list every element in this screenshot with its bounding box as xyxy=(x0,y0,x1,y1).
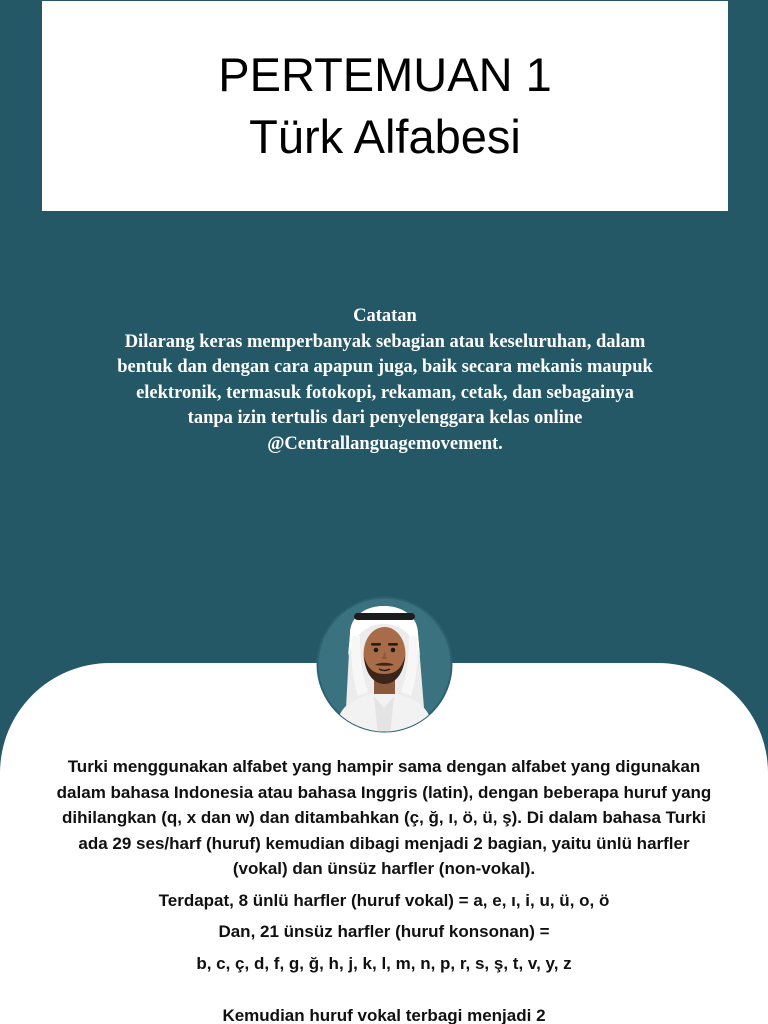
note-line: Dilarang keras memperbanyak sebagian atau keseluruhan, dalam xyxy=(124,331,646,352)
alphabet-explanation xyxy=(20,754,748,1024)
paragraph-line: Turki menggunakan alfabet yang hampir sama dengan alfabet yang digunakan xyxy=(67,757,701,776)
title-box xyxy=(42,1,728,211)
paragraph-line: dihilangkan (q, x dan w) dan ditambahkan (ç, ğ, ı, ö, ü, ş). Di dalam bahasa Turki xyxy=(62,808,706,827)
page-subtitle: Türk Alfabesi xyxy=(249,110,521,163)
arab-man-avatar-icon xyxy=(316,596,453,733)
note-line: @Centrallanguagemovement. xyxy=(267,433,503,454)
note-line: tanpa izin tertulis dari penyelenggara kelas online xyxy=(187,408,583,428)
note-line: bentuk dan dengan cara apapun juga, baik secara mekanis maupuk xyxy=(117,357,653,377)
page-title: PERTEMUAN 1 xyxy=(218,48,552,101)
consonants-intro: Dan, 21 ünsüz harfler (huruf konsonan) = xyxy=(218,922,550,941)
copyright-note xyxy=(60,304,710,457)
paragraph-line: dalam bahasa Indonesia atau bahasa Inggris (latin), dengan beberapa huruf yang xyxy=(56,782,712,802)
vowels-line: Terdapat, 8 ünlü harfler (huruf vokal) = a, e, ı, i, u, ü, o, ö xyxy=(158,890,610,910)
note-line: elektronik, termasuk fotokopi, rekaman, cetak, dan sebagainya xyxy=(136,382,634,403)
consonants-list: b, c, ç, d, f, g, ğ, h, j, k, l, m, n, p, r, s, ş, t, v, y, z xyxy=(196,953,572,973)
paragraph-line: ada 29 ses/harf (huruf) kemudian dibagi menjadi 2 bagian, yaitu ünlü harfler xyxy=(78,833,690,853)
note-heading: Catatan xyxy=(353,306,417,326)
next-section-line: Kemudian huruf vokal terbagi menjadi 2 xyxy=(222,1006,546,1024)
paragraph-line: (vokal) dan ünsüz harfler (non-vokal). xyxy=(232,859,536,878)
